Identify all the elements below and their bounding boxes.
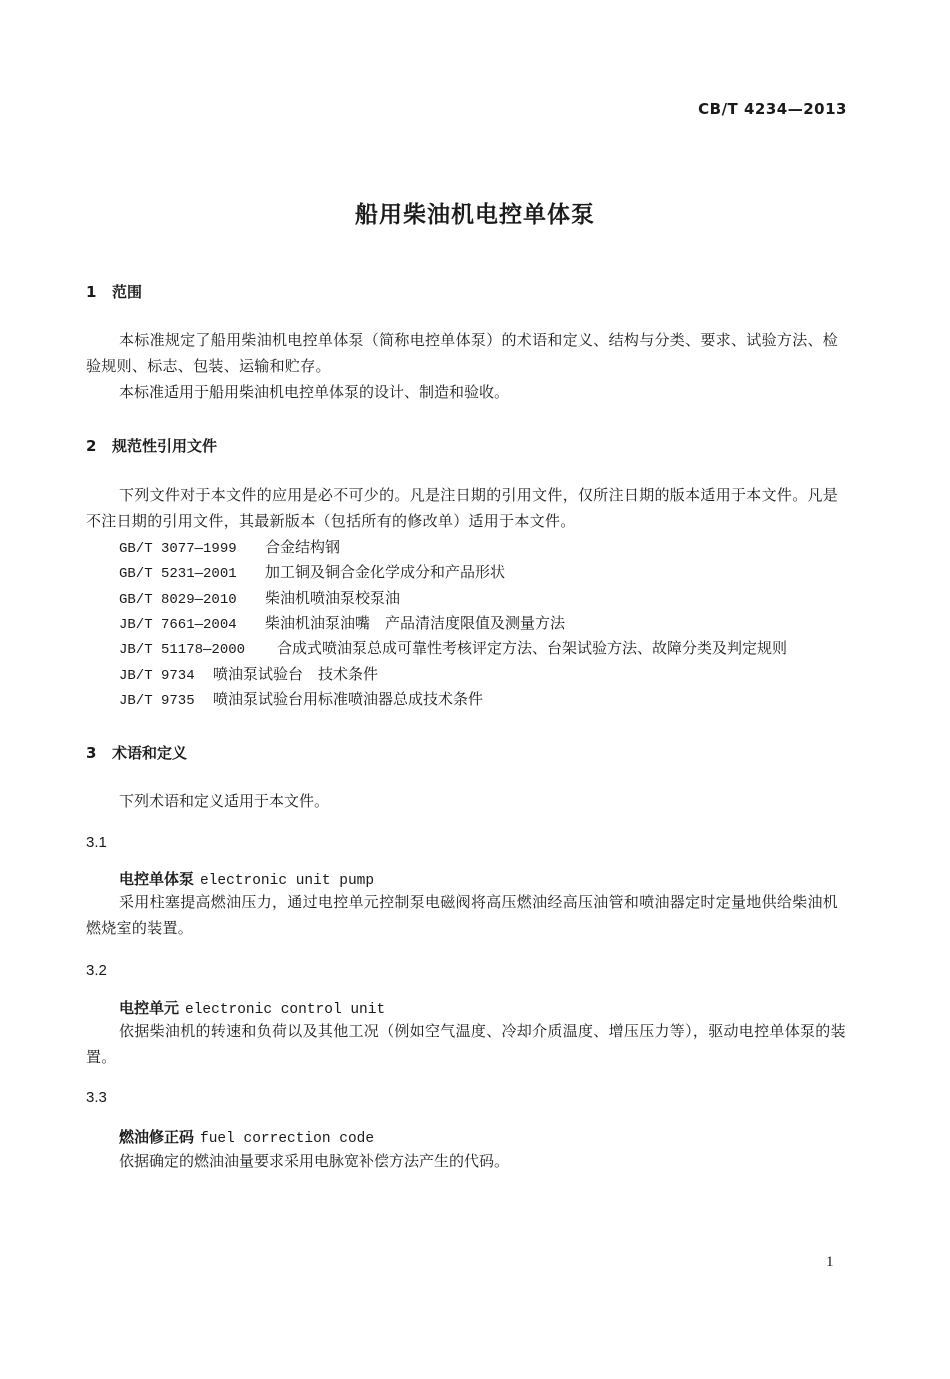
reference-title: 喷油泵试验台用标准喷油器总成技术条件 xyxy=(213,690,484,708)
clause-number: 3.1 xyxy=(86,834,107,851)
term-chinese: 电控单元 xyxy=(119,999,180,1017)
term-definition: 采用柱塞提高燃油压力，通过电控单元控制泵电磁阀将高压燃油经高压油管和喷油器定时定量地供给柴油机燃烧室的装置。 xyxy=(86,893,839,937)
term-definition: 依据柴油机的转速和负荷以及其他工况（例如空气温度、冷却介质温度、增压压力等），驱动电控单体泵的装置。 xyxy=(86,1022,846,1066)
reference-title: 合金结构钢 xyxy=(265,538,341,556)
term-chinese: 电控单体泵 xyxy=(119,870,195,888)
reference-code: JB/T 9734 xyxy=(119,668,195,684)
term-english: fuel correction code xyxy=(200,1131,375,1147)
reference-code: JB/T 7661—2004 xyxy=(119,617,237,633)
term-entry xyxy=(119,868,374,889)
term-entry xyxy=(119,997,385,1018)
reference-code: JB/T 51178—2000 xyxy=(119,642,246,658)
section-1-heading xyxy=(86,281,142,302)
section-number: 3 xyxy=(86,744,97,762)
reference-title: 柴油机油泵油嘴 产品清洁度限值及测量方法 xyxy=(265,614,566,632)
reference-item xyxy=(119,637,787,658)
reference-item xyxy=(119,561,505,582)
section-title: 规范性引用文件 xyxy=(112,437,218,455)
reference-item xyxy=(119,536,340,557)
section-3-intro: 下列术语和定义适用于本文件。 xyxy=(119,792,330,810)
reference-code: GB/T 8029—2010 xyxy=(119,592,237,608)
reference-title: 合成式喷油泵总成可靠性考核评定方法、台架试验方法、故障分类及判定规则 xyxy=(277,639,788,657)
section-title: 范围 xyxy=(112,283,143,301)
reference-item xyxy=(119,612,565,633)
section-number: 1 xyxy=(86,283,97,301)
reference-code: GB/T 5231—2001 xyxy=(119,566,237,582)
section-3-heading xyxy=(86,742,187,763)
section-2-heading xyxy=(86,435,217,456)
term-definition: 依据确定的燃油油量要求采用电脉宽补偿方法产生的代码。 xyxy=(119,1152,510,1170)
section-2-intro: 下列文件对于本文件的应用是必不可少的。凡是注日期的引用文件，仅所注日期的版本适用于本文件。凡是不注日期的引用文件，其最新版本（包括所有的修改单）适用于本文件。 xyxy=(86,486,839,530)
reference-title: 喷油泵试验台 技术条件 xyxy=(213,665,379,683)
term-entry xyxy=(119,1126,374,1147)
reference-code: JB/T 9735 xyxy=(119,693,195,709)
reference-code: GB/T 3077—1999 xyxy=(119,541,237,557)
standard-code: CB/T 4234—2013 xyxy=(698,100,847,118)
reference-item xyxy=(119,688,483,709)
section-number: 2 xyxy=(86,437,97,455)
term-chinese: 燃油修正码 xyxy=(119,1128,195,1146)
reference-item xyxy=(119,663,378,684)
reference-title: 加工铜及铜合金化学成分和产品形状 xyxy=(265,563,506,581)
term-english: electronic unit pump xyxy=(200,873,375,889)
clause-number: 3.3 xyxy=(86,1089,107,1106)
page-number: 1 xyxy=(826,1254,834,1270)
document-title: 船用柴油机电控单体泵 xyxy=(355,202,595,228)
section-1-paragraph: 本标准适用于船用柴油机电控单体泵的设计、制造和验收。 xyxy=(119,383,510,401)
clause-number: 3.2 xyxy=(86,962,107,979)
section-1-paragraph: 本标准规定了船用柴油机电控单体泵（简称电控单体泵）的术语和定义、结构与分类、要求、试验方法、检验规则、标志、包装、运输和贮存。 xyxy=(86,331,839,375)
section-title: 术语和定义 xyxy=(112,744,188,762)
reference-item xyxy=(119,587,400,608)
reference-title: 柴油机喷油泵校泵油 xyxy=(265,589,401,607)
term-english: electronic control unit xyxy=(185,1002,386,1018)
